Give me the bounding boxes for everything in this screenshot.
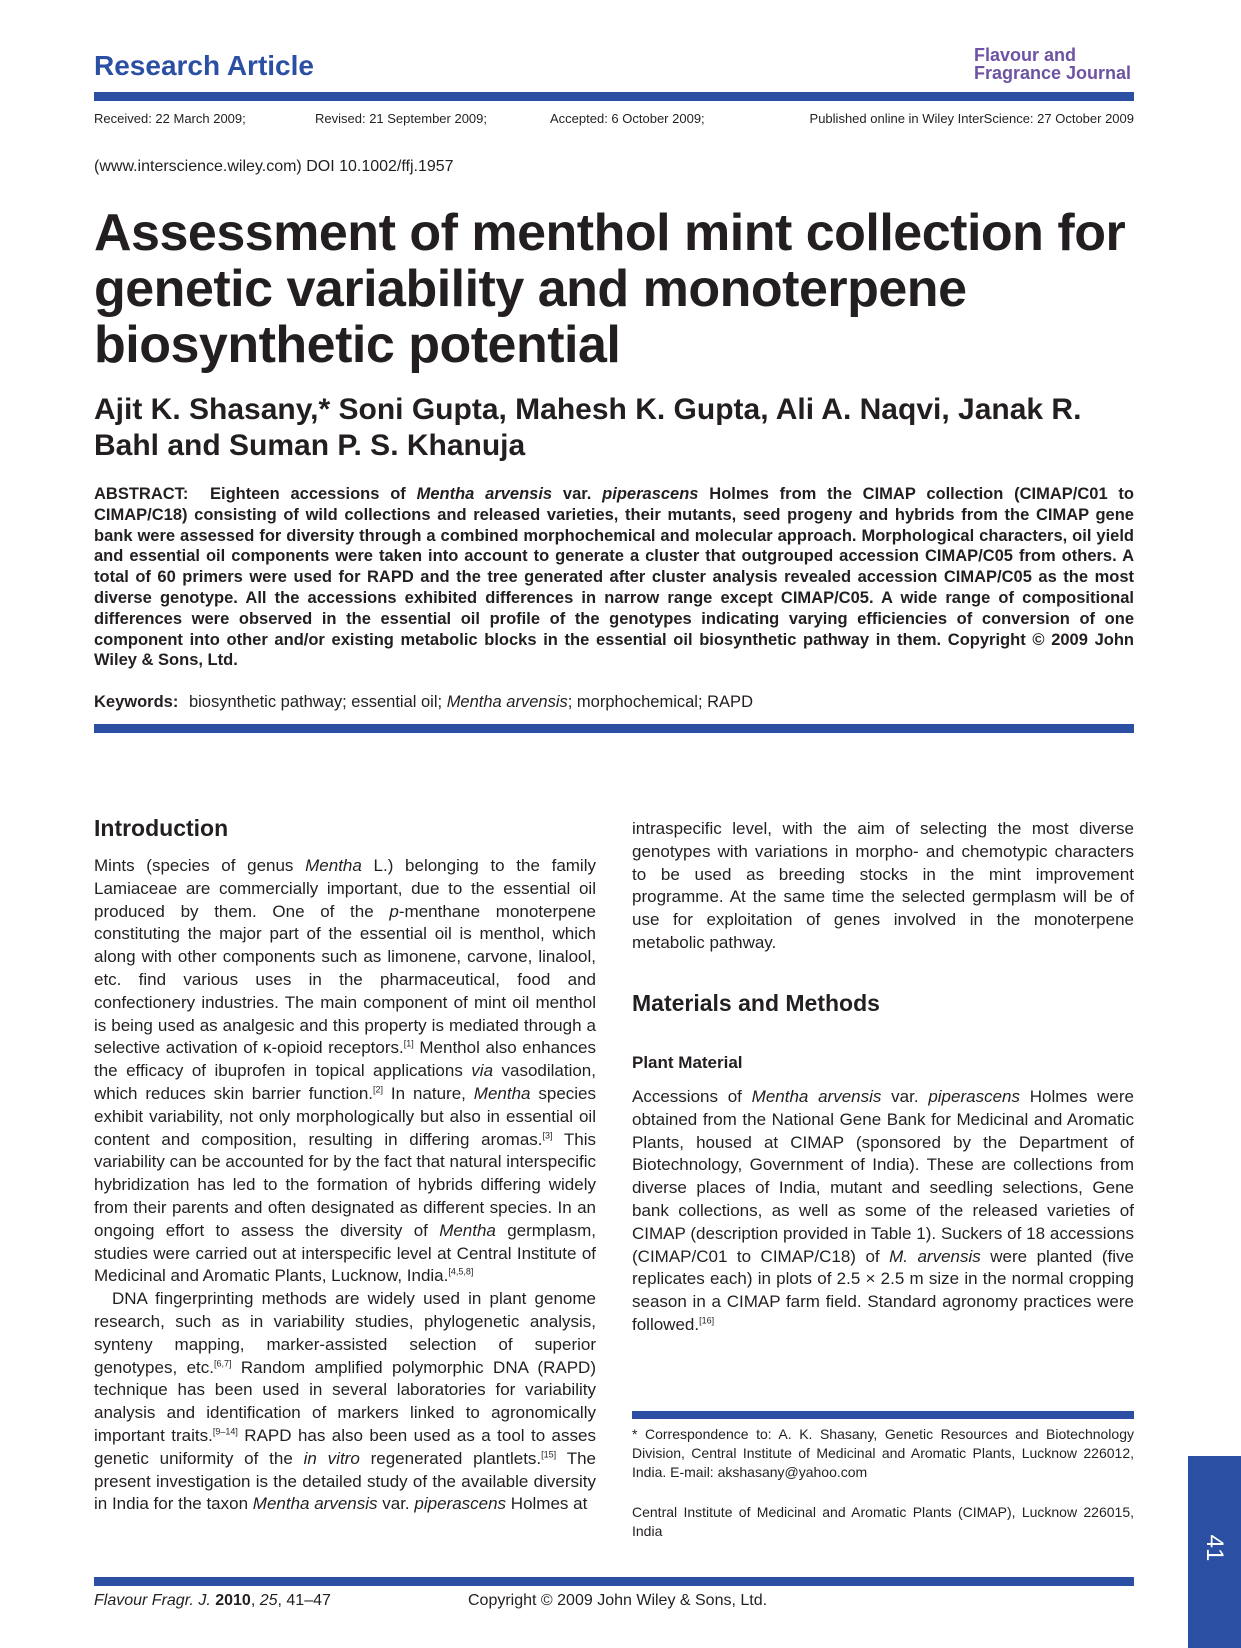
abstract-text: var. (562, 485, 592, 503)
abstract-variety: piperascens (602, 485, 699, 503)
journal-abbrev: Flavour Fragr. J. (94, 1592, 211, 1609)
plant-material-body (632, 1086, 1134, 1337)
keywords-label: Keywords: (94, 693, 179, 711)
citation[interactable]: [1] (403, 1038, 414, 1049)
abstract-species: Mentha arvensis (416, 485, 553, 503)
citation[interactable]: [16] (699, 1315, 715, 1326)
citation[interactable]: [2] (373, 1084, 384, 1095)
doi[interactable]: (www.interscience.wiley.com) DOI 10.1002/ffj.1957 (94, 158, 454, 175)
page-number: 41 (1201, 1534, 1228, 1562)
citation[interactable]: [15] (541, 1449, 557, 1460)
keywords-text: biosynthetic pathway; essential oil; (188, 693, 443, 711)
citation[interactable]: [6,7] (213, 1357, 232, 1368)
header-rule (94, 92, 1134, 101)
article-title: Assessment of menthol mint collection for genetic variability and monoterpene biosynthetic potential (94, 204, 1126, 374)
methods-paragraph: Accessions of Mentha arvensis var. piperascens Holmes were obtained from the National Gene Bank for Medicinal and Aromatic Plants, housed at CIMAP (sponsored by the Department of Biotechnology, Government of India). These are collections from diverse places of India, mutant and seedling selections, Gene bank collections, as well as some of the released varieties of CIMAP (description provided in Table 1). Suckers of 18 accessions (CIMAP/C01 to CIMAP/C18) of M. arvensis were planted (five replicates each) in plots of 2.5 × 2.5 m size in the normal cropping season in a CIMAP farm field. Standard agronomy practices were followed.[16] (632, 1087, 1134, 1334)
keywords-text: ; morphochemical; RAPD (567, 693, 753, 711)
intro-paragraph-1: Mints (species of genus Mentha L.) belonging to the family Lamiaceae are commercially important, due to the essential oil produced by them. One of the p-menthane monoterpene constituting the major part of the essential oil is menthol, which along with other components such as limonene, carvone, linalool, etc. find various uses in the pharmaceutical, food and confectionery industries. The main component of mint oil menthol is being used as analgesic and this property is mediated through a selective activation of κ-opioid receptors.[1] Menthol also enhances the efficacy of ibuprofen in topical applications via vasodilation, which reduces skin barrier function.[2] In nature, Mentha species exhibit variability, not only morphologically but also in essential oil content and composition, resulting in differing aromas.[3] This variability can be accounted for by the fact that natural interspecific hybridization has led to the formation of hybrids differing widely from their parents and often designated as different species. In an ongoing effort to assess the diversity of Mentha germplasm, studies were carried out at interspecific level at Central Institute of Medicinal and Aromatic Plants, Lucknow, India.[4,5,8] (94, 856, 597, 1286)
abstract-label: ABSTRACT: (94, 485, 189, 503)
introduction-continued (632, 818, 1134, 955)
dates-row (94, 111, 1134, 131)
citation[interactable]: [3] (542, 1129, 553, 1140)
abstract-text: Holmes from the CIMAP collection (CIMAP/C01 to CIMAP/C18) consisting of wild collections and released varieties, their mutants, seed progeny and hybrids from the CIMAP gene bank were assessed for diversity through a combined morphochemical and molecular approach. Morphological characters, oil yield and essential oil components were taken into account to generate a cluster that outgrouped accession CIMAP/C05 from others. A total of 60 primers were used for RAPD and the tree generated after cluster analysis revealed accession CIMAP/C05 as the most diverse genotype. All the accessions exhibited differences in narrow range except CIMAP/C05. A wide range of compositional differences were observed in the essential oil profile of the genotypes indicating varying efficiencies of conversion of one component into other and/or existing metabolic blocks in the essential oil biosynthetic pathway in them. Copyright © 2009 John Wiley & Sons, Ltd. (94, 485, 1134, 670)
accepted-date: Accepted: 6 October 2009; (550, 111, 705, 126)
citation[interactable]: [9–14] (212, 1426, 238, 1437)
journal-citation: Flavour Fragr. J. 2010, 25, 41–47 (94, 1592, 331, 1609)
abstract (94, 484, 1134, 671)
keywords (94, 693, 753, 712)
citation[interactable]: [4,5,8] (448, 1266, 474, 1277)
footer-rule (94, 1577, 1134, 1586)
section-label: Research Article (94, 50, 314, 81)
journal-logo-line2: Fragrance Journal (974, 63, 1132, 83)
footer-copyright: Copyright © 2009 John Wiley & Sons, Ltd. (468, 1592, 768, 1609)
journal-logo-line1: Flavour and (974, 45, 1077, 65)
plant-material-heading: Plant Material (632, 1053, 743, 1072)
intro-paragraph-3: intraspecific level, with the aim of selecting the most diverse genotypes with variations in morpho- and chemotypic characters to be used as breeding stocks in the mint improvement programme. At the same time the selected germplasm will be of use for exploitation of genes involved in the monoterpene metabolic pathway. (632, 819, 1134, 952)
published-date: Published online in Wiley InterScience: 27 October 2009 (809, 111, 1134, 126)
footnote-rule (632, 1411, 1134, 1419)
journal-pages: , 41–47 (277, 1592, 331, 1609)
correspondence-note: * Correspondence to: A. K. Shasany, Genetic Resources and Biotechnology Division, Central Institute of Medicinal and Aromatic Plants, Lucknow 226012, India. E-mail: akshasany@yahoo.com (632, 1426, 1134, 1480)
journal-logo (974, 46, 1134, 82)
author-list: Ajit K. Shasany,* Soni Gupta, Mahesh K. Gupta, Ali A. Naqvi, Janak R. Bahl and Suman P. S. Khanuja (94, 393, 1082, 462)
affiliation-note: Central Institute of Medicinal and Aromatic Plants (CIMAP), Lucknow 226015, India (632, 1504, 1134, 1539)
materials-methods-heading: Materials and Methods (632, 990, 880, 1016)
intro-paragraph-2: DNA fingerprinting methods are widely used in plant genome research, such as in variability studies, phylogenetic analysis, synteny mapping, marker-assisted selection of superior genotypes, etc.[6,7] Random amplified polymorphic DNA (RAPD) technique has been used in several laboratories for variability analysis and identification of markers linked to agronomically important traits.[9–14] RAPD has also been used as a tool to asses genetic uniformity of the in vitro regenerated plantlets.[15] The present investigation is the detailed study of the available diversity in India for the taxon Mentha arvensis var. piperascens Holmes at (94, 1289, 596, 1514)
journal-volume: 25 (259, 1592, 278, 1609)
abstract-rule (94, 724, 1134, 733)
received-date: Received: 22 March 2009; (94, 111, 246, 126)
revised-date: Revised: 21 September 2009; (315, 111, 487, 126)
introduction-body (94, 855, 596, 1516)
abstract-text: Eighteen accessions of (210, 485, 406, 503)
introduction-heading: Introduction (94, 815, 229, 841)
journal-year: 2010 (215, 1592, 251, 1609)
keywords-species: Mentha arvensis (446, 693, 568, 711)
